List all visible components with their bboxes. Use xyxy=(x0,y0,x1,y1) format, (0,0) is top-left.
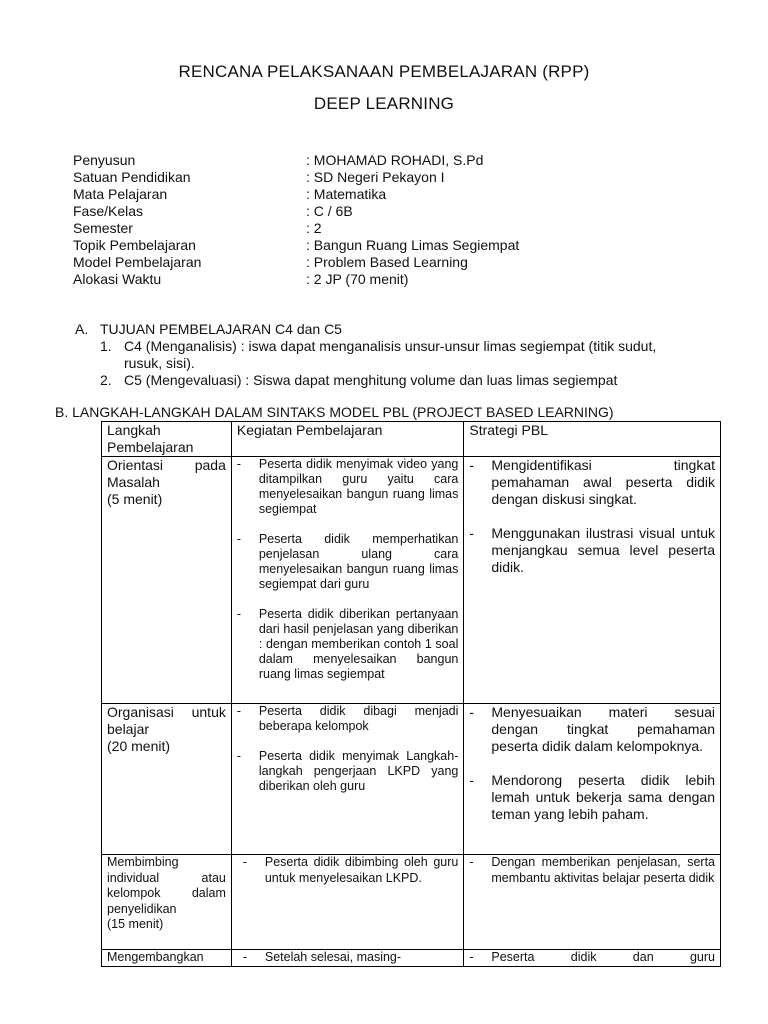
table-row xyxy=(102,704,721,855)
pbl-steps-table xyxy=(101,421,721,967)
objective-list xyxy=(75,338,674,389)
table-row xyxy=(102,855,721,950)
kegiatan-cell xyxy=(231,855,464,950)
objective-item xyxy=(100,372,674,389)
step-cell xyxy=(102,950,232,967)
step-cell xyxy=(102,704,232,855)
step-time: (20 menit) xyxy=(107,738,171,754)
strategi-cell xyxy=(464,855,721,950)
meta-row-alokasi xyxy=(73,271,519,288)
list-item: - Mengidentifikasi tingkat pemahaman awal peserta didik dengan diskusi singkat. xyxy=(469,457,715,507)
list-item: - Peserta didik dibagi menjadi beberapa kelompok xyxy=(236,704,459,733)
identity-block xyxy=(73,152,519,288)
step-name: Organisasi untuk belajar xyxy=(107,704,226,737)
section-b-heading: B. LANGKAH-LANGKAH DALAM SINTAKS MODEL PBL (PROJECT BASED LEARNING) xyxy=(55,404,614,420)
strategi-cell xyxy=(464,950,721,967)
table-row xyxy=(102,457,721,704)
table-header-row xyxy=(102,422,721,457)
meta-row-semester xyxy=(73,220,519,237)
meta-value: : MOHAMAD ROHADI, S.Pd xyxy=(306,152,484,168)
document-title: RENCANA PELAKSANAAN PEMBELAJARAN (RPP) xyxy=(178,62,590,81)
strategi-cell xyxy=(464,457,721,704)
meta-label: Topik Pembelajaran xyxy=(73,237,196,253)
kegiatan-cell xyxy=(231,457,464,704)
meta-label: Semester xyxy=(73,220,133,236)
list-item: - Menyesuaikan materi sesuai dengan tingkat pemahaman peserta didik dalam kelompoknya. xyxy=(469,704,715,754)
meta-label: Penyusun xyxy=(73,152,136,168)
step-time: (15 menit) xyxy=(107,917,164,931)
dash-marker: - xyxy=(236,749,242,763)
step-cell xyxy=(102,457,232,704)
meta-value: : SD Negeri Pekayon I xyxy=(306,169,445,185)
dash-marker: - xyxy=(469,704,475,720)
table-row xyxy=(102,950,721,967)
step-name: Orientasi pada Masalah xyxy=(107,457,226,490)
dash-marker: - xyxy=(236,704,242,718)
meta-row-model xyxy=(73,254,519,271)
meta-label: Mata Pelajaran xyxy=(73,186,168,202)
list-item: - Setelah selesai, masing- xyxy=(242,950,402,964)
dash-marker: - xyxy=(469,950,474,964)
meta-value: : Bangun Ruang Limas Segiempat xyxy=(306,237,520,253)
document-subtitle: DEEP LEARNING xyxy=(313,94,455,113)
meta-row-penyusun xyxy=(73,152,519,169)
list-item: - Peserta didik diberikan pertanyaan dari hasil penjelasan yang diberikan : dengan memberikan contoh 1 soal dalam menyelesaikan bangun ruang limas segiempat xyxy=(236,607,459,681)
objective-item xyxy=(100,338,674,372)
list-item: - Menggunakan ilustrasi visual untuk menjangkau semua level peserta didik. xyxy=(469,525,715,575)
dash-marker: - xyxy=(469,772,475,788)
dash-marker: - xyxy=(242,855,248,869)
list-item: - Dengan memberikan penjelasan, serta membantu aktivitas belajar peserta didik xyxy=(469,855,715,885)
meta-value: : 2 JP (70 menit) xyxy=(306,271,409,287)
objective-text: C4 (Menganalisis) : iswa dapat menganalisis unsur-unsur limas segiempat (titik sudut, rusuk, sisi). xyxy=(124,338,657,371)
column-header-langkah: Langkah Pembelajaran xyxy=(102,422,232,457)
dash-marker: - xyxy=(236,532,242,546)
meta-label: Fase/Kelas xyxy=(73,203,144,219)
kegiatan-cell xyxy=(231,704,464,855)
meta-row-mapel xyxy=(73,186,519,203)
meta-value: : Problem Based Learning xyxy=(306,254,468,270)
section-heading-text: TUJUAN PEMBELAJARAN C4 dan C5 xyxy=(100,321,342,337)
meta-row-satuan xyxy=(73,169,519,186)
meta-label: Alokasi Waktu xyxy=(73,271,162,287)
strategi-cell xyxy=(464,704,721,855)
meta-value: : 2 xyxy=(306,220,322,236)
column-header-kegiatan: Kegiatan Pembelajaran xyxy=(231,422,464,457)
section-a xyxy=(75,321,674,389)
section-marker: A. xyxy=(75,321,89,337)
meta-value: : C / 6B xyxy=(306,203,353,219)
list-item: - Peserta didik dan guru xyxy=(469,950,715,964)
step-name: Mengembangkan xyxy=(107,950,204,964)
step-name: Membimbing individual atau kelompok dalam penyelidikan xyxy=(107,855,226,916)
meta-row-topik xyxy=(73,237,519,254)
list-item: - Peserta didik memperhatikan penjelasan ulang cara menyelesaikan bangun ruang limas segiempat dari guru xyxy=(236,532,459,591)
dash-marker: - xyxy=(236,607,242,621)
objective-number: 1. xyxy=(100,338,112,354)
column-header-strategi: Strategi PBL xyxy=(464,422,721,457)
kegiatan-cell xyxy=(231,950,464,967)
meta-label: Model Pembelajaran xyxy=(73,254,202,270)
list-item: - Peserta didik dibimbing oleh guru untuk menyelesaikan LKPD. xyxy=(242,855,459,885)
list-item: - Peserta didik menyimak video yang ditampilkan guru yaitu cara menyelesaikan bangun ruang limas segiempat xyxy=(236,457,459,516)
dash-marker: - xyxy=(469,525,475,541)
step-time: (5 menit) xyxy=(107,491,163,507)
meta-label: Satuan Pendidikan xyxy=(73,169,191,185)
dash-marker: - xyxy=(236,457,242,471)
meta-value: : Matematika xyxy=(306,186,387,202)
step-cell xyxy=(102,855,232,950)
objective-text: C5 (Mengevaluasi) : Siswa dapat menghitung volume dan luas limas segiempat xyxy=(124,372,618,388)
meta-row-fase xyxy=(73,203,519,220)
list-item: - Mendorong peserta didik lebih lemah untuk bekerja sama dengan teman yang lebih paham. xyxy=(469,772,715,822)
section-a-heading xyxy=(75,321,674,338)
objective-number: 2. xyxy=(100,372,112,388)
dash-marker: - xyxy=(469,855,474,869)
dash-marker: - xyxy=(469,457,475,473)
list-item: - Peserta didik menyimak Langkah-langkah pengerjaan LKPD yang diberikan oleh guru xyxy=(236,749,459,793)
dash-marker: - xyxy=(242,950,248,964)
